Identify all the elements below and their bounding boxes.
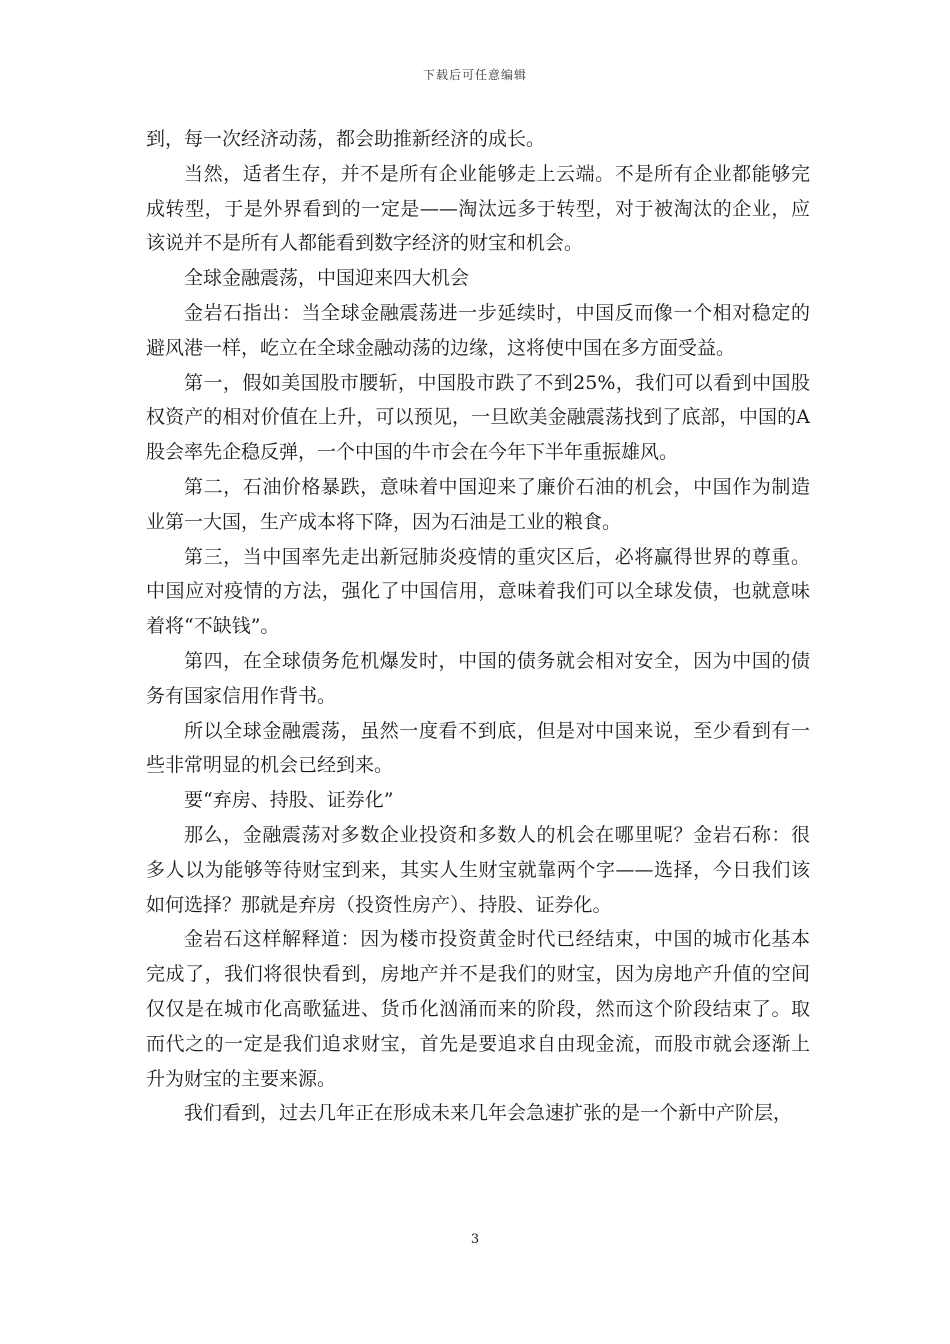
document-body: [146, 122, 810, 1131]
page-header: 下载后可任意编辑: [422, 68, 527, 82]
paragraph-7: 第三，当中国率先走出新冠肺炎疫情的重灾区后，必将赢得世界的尊重。中国应对疫情的方法，强化了中国信用，意味着我们可以全球发债，也就意味着将“不缺钱”。: [146, 545, 810, 638]
paragraph-1: 到，每一次经济动荡，都会助推新经济的成长。: [146, 128, 546, 150]
paragraph-13: 我们看到，过去几年正在形成未来几年会急速扩张的是一个新中产阶层，: [184, 1102, 793, 1125]
paragraph-4: 金岩石指出：当全球金融震荡进一步延续时，中国反而像一个相对稳定的避风港一样，屹立在全球金融动荡的边缘，这将使中国在多方面受益。: [146, 301, 810, 359]
paragraph-9: 所以全球金融震荡，虽然一度看不到底，但是对中国来说，至少看到有一些非常明显的机会已经到来。: [146, 719, 810, 777]
paragraph-11: 那么，金融震荡对多数企业投资和多数人的机会在哪里呢？金岩石称：很多人以为能够等待财宝到来，其实人生财宝就靠两个字——选择，今日我们该如何选择？那就是弃房（投资性房产）、持股、证券化。: [146, 823, 810, 916]
paragraph-2: 当然，适者生存，并不是所有企业能够走上云端。不是所有企业都能够完成转型，于是外界看到的一定是——淘汰远多于转型，对于被淘汰的企业，应该说并不是所有人都能看到数字经济的财宝和机会。: [146, 162, 810, 255]
paragraph-5: 第一，假如美国股市腰斩，中国股市跌了不到25%，我们可以看到中国股权资产的相对价值在上升，可以预见，一旦欧美金融震荡找到了底部，中国的A股会率先企稳反弹，一个中国的牛市会在今年下半年重振雄风。: [146, 371, 810, 464]
section-heading-four-opportunities: 全球金融震荡，中国迎来四大机会: [184, 267, 470, 290]
paragraph-8: 第四，在全球债务危机爆发时，中国的债务就会相对安全，因为中国的债务有国家信用作背书。: [146, 649, 810, 707]
paragraph-6: 第二，石油价格暴跌，意味着中国迎来了廉价石油的机会，中国作为制造业第一大国，生产成本将下降，因为石油是工业的粮食。: [146, 475, 810, 533]
page-number: 3: [470, 1232, 480, 1247]
section-heading-securitization: 要“弃房、持股、证券化”: [184, 789, 394, 812]
paragraph-12: 金岩石这样解释道：因为楼市投资黄金时代已经结束，中国的城市化基本完成了，我们将很快看到，房地产并不是我们的财宝，因为房地产升值的空间仅仅是在城市化高歌猛进、货币化汹涌而来的阶段，然而这个阶段结束了。取而代之的一定是我们追求财宝，首先是要追求自由现金流，而股市就会逐渐上升为财宝的主要来源。: [146, 928, 810, 1090]
